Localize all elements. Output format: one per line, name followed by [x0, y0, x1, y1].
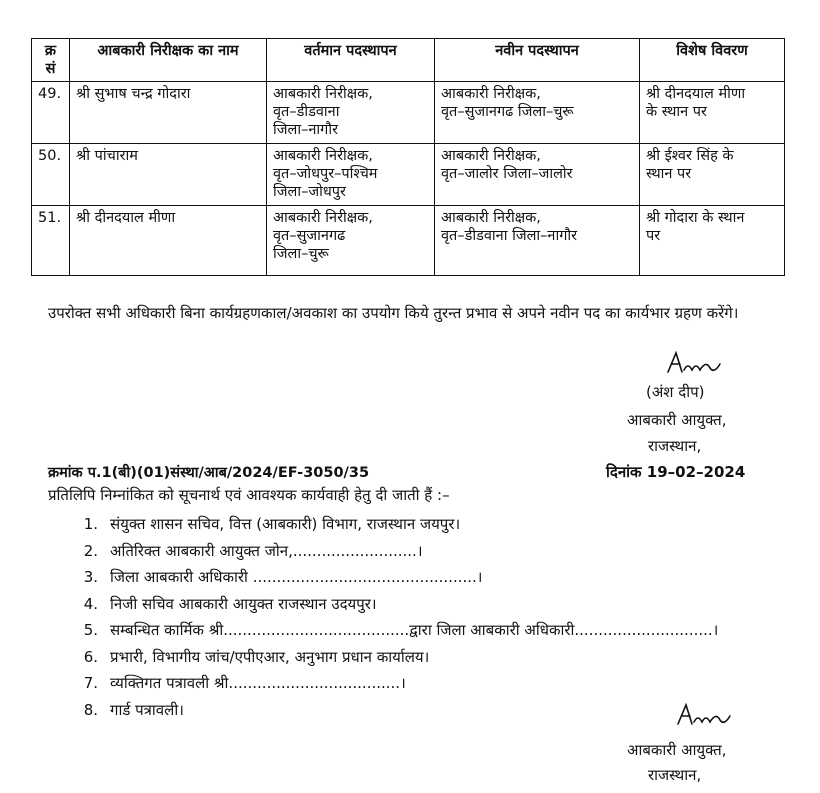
row-current-posting: आबकारी निरीक्षक, वृत–सुजानगढ जिला–चुरू	[267, 206, 435, 276]
order-paragraph: उपरोक्त सभी अधिकारी बिना कार्यग्रहणकाल/अवकाश का उपयोग किये तुरन्त प्रभाव से अपने नवीन पद का कार्यभार ग्रहण करेंगे।	[48, 304, 739, 322]
signatory-designation: आबकारी आयुक्त,	[627, 411, 727, 429]
row-name: श्री पांचाराम	[70, 144, 267, 206]
row-serial: 51.	[32, 206, 70, 276]
copy-intro: प्रतिलिपि निम्नांकित को सूचनार्थ एवं आवश्यक कार्यवाही हेतु दी जाती हैं :–	[48, 486, 450, 504]
header-remarks: विशेष विवरण	[640, 39, 785, 82]
header-name: आबकारी निरीक्षक का नाम	[70, 39, 267, 82]
row-current-posting: आबकारी निरीक्षक, वृत–जोधपुर–पश्चिम जिला–जोधपुर	[267, 144, 435, 206]
row-remarks: श्री ईश्वर सिंह के स्थान पर	[640, 144, 785, 206]
signatory-place: राजस्थान,	[648, 437, 702, 455]
row-new-posting: आबकारी निरीक्षक, वृत–डीडवाना जिला–नागौर	[435, 206, 640, 276]
header-current-posting: वर्तमान पदस्थापन	[267, 39, 435, 82]
list-item: 6. प्रभारी, विभागीय जांच/एपीएआर, अनुभाग प्रधान कार्यालय।	[83, 647, 430, 666]
signatory-name: (अंश दीप)	[646, 383, 705, 401]
posting-table	[31, 38, 785, 276]
row-serial: 49.	[32, 82, 70, 144]
row-serial: 50.	[32, 144, 70, 206]
table-row	[32, 144, 785, 206]
row-remarks: श्री दीनदयाल मीणा के स्थान पर	[640, 82, 785, 144]
list-item: 5. सम्बन्धित कार्मिक श्री.......................................द्वारा जिला आबकारी अधिकारी.............................।	[83, 621, 719, 639]
list-item: 7. व्यक्तिगत पत्रावली श्री....................................।	[83, 674, 406, 692]
signatory-place: राजस्थान,	[648, 766, 702, 784]
signatory-designation: आबकारी आयुक्त,	[627, 741, 727, 759]
header-serial: क्र सं	[32, 39, 70, 82]
row-remarks: श्री गोदारा के स्थान पर	[640, 206, 785, 276]
row-name: श्री सुभाष चन्द्र गोदारा	[70, 82, 267, 144]
table-row	[32, 206, 785, 276]
list-item: 4. निजी सचिव आबकारी आयुक्त राजस्थान उदयपुर।	[83, 594, 377, 613]
order-date: दिनांक 19–02–2024	[606, 463, 746, 481]
signature-mark	[664, 350, 724, 378]
list-item: 1. संयुक्त शासन सचिव, वित्त (आबकारी) विभाग, राजस्थान जयपुर।	[83, 515, 461, 533]
list-item: 2. अतिरिक्त आबकारी आयुक्त जोन,..........................।	[83, 541, 423, 560]
row-new-posting: आबकारी निरीक्षक, वृत–सुजानगढ जिला–चुरू	[435, 82, 640, 144]
table-header-row	[32, 39, 785, 82]
row-name: श्री दीनदयाल मीणा	[70, 206, 267, 276]
list-item: 8. गार्ड पत्रावली।	[83, 700, 184, 719]
reference-number: क्रमांक प.1(बी)(01)संस्था/आब/2024/EF-3050/35	[48, 465, 370, 481]
copy-list	[48, 511, 718, 723]
signature-mark	[674, 702, 734, 730]
row-current-posting: आबकारी निरीक्षक, वृत–डीडवाना जिला–नागौर	[267, 82, 435, 144]
table-row	[32, 82, 785, 144]
header-new-posting: नवीन पदस्थापन	[435, 39, 640, 82]
list-item: 3. जिला आबकारी अधिकारी ...............................................।	[83, 568, 483, 586]
row-new-posting: आबकारी निरीक्षक, वृत–जालोर जिला–जालोर	[435, 144, 640, 206]
